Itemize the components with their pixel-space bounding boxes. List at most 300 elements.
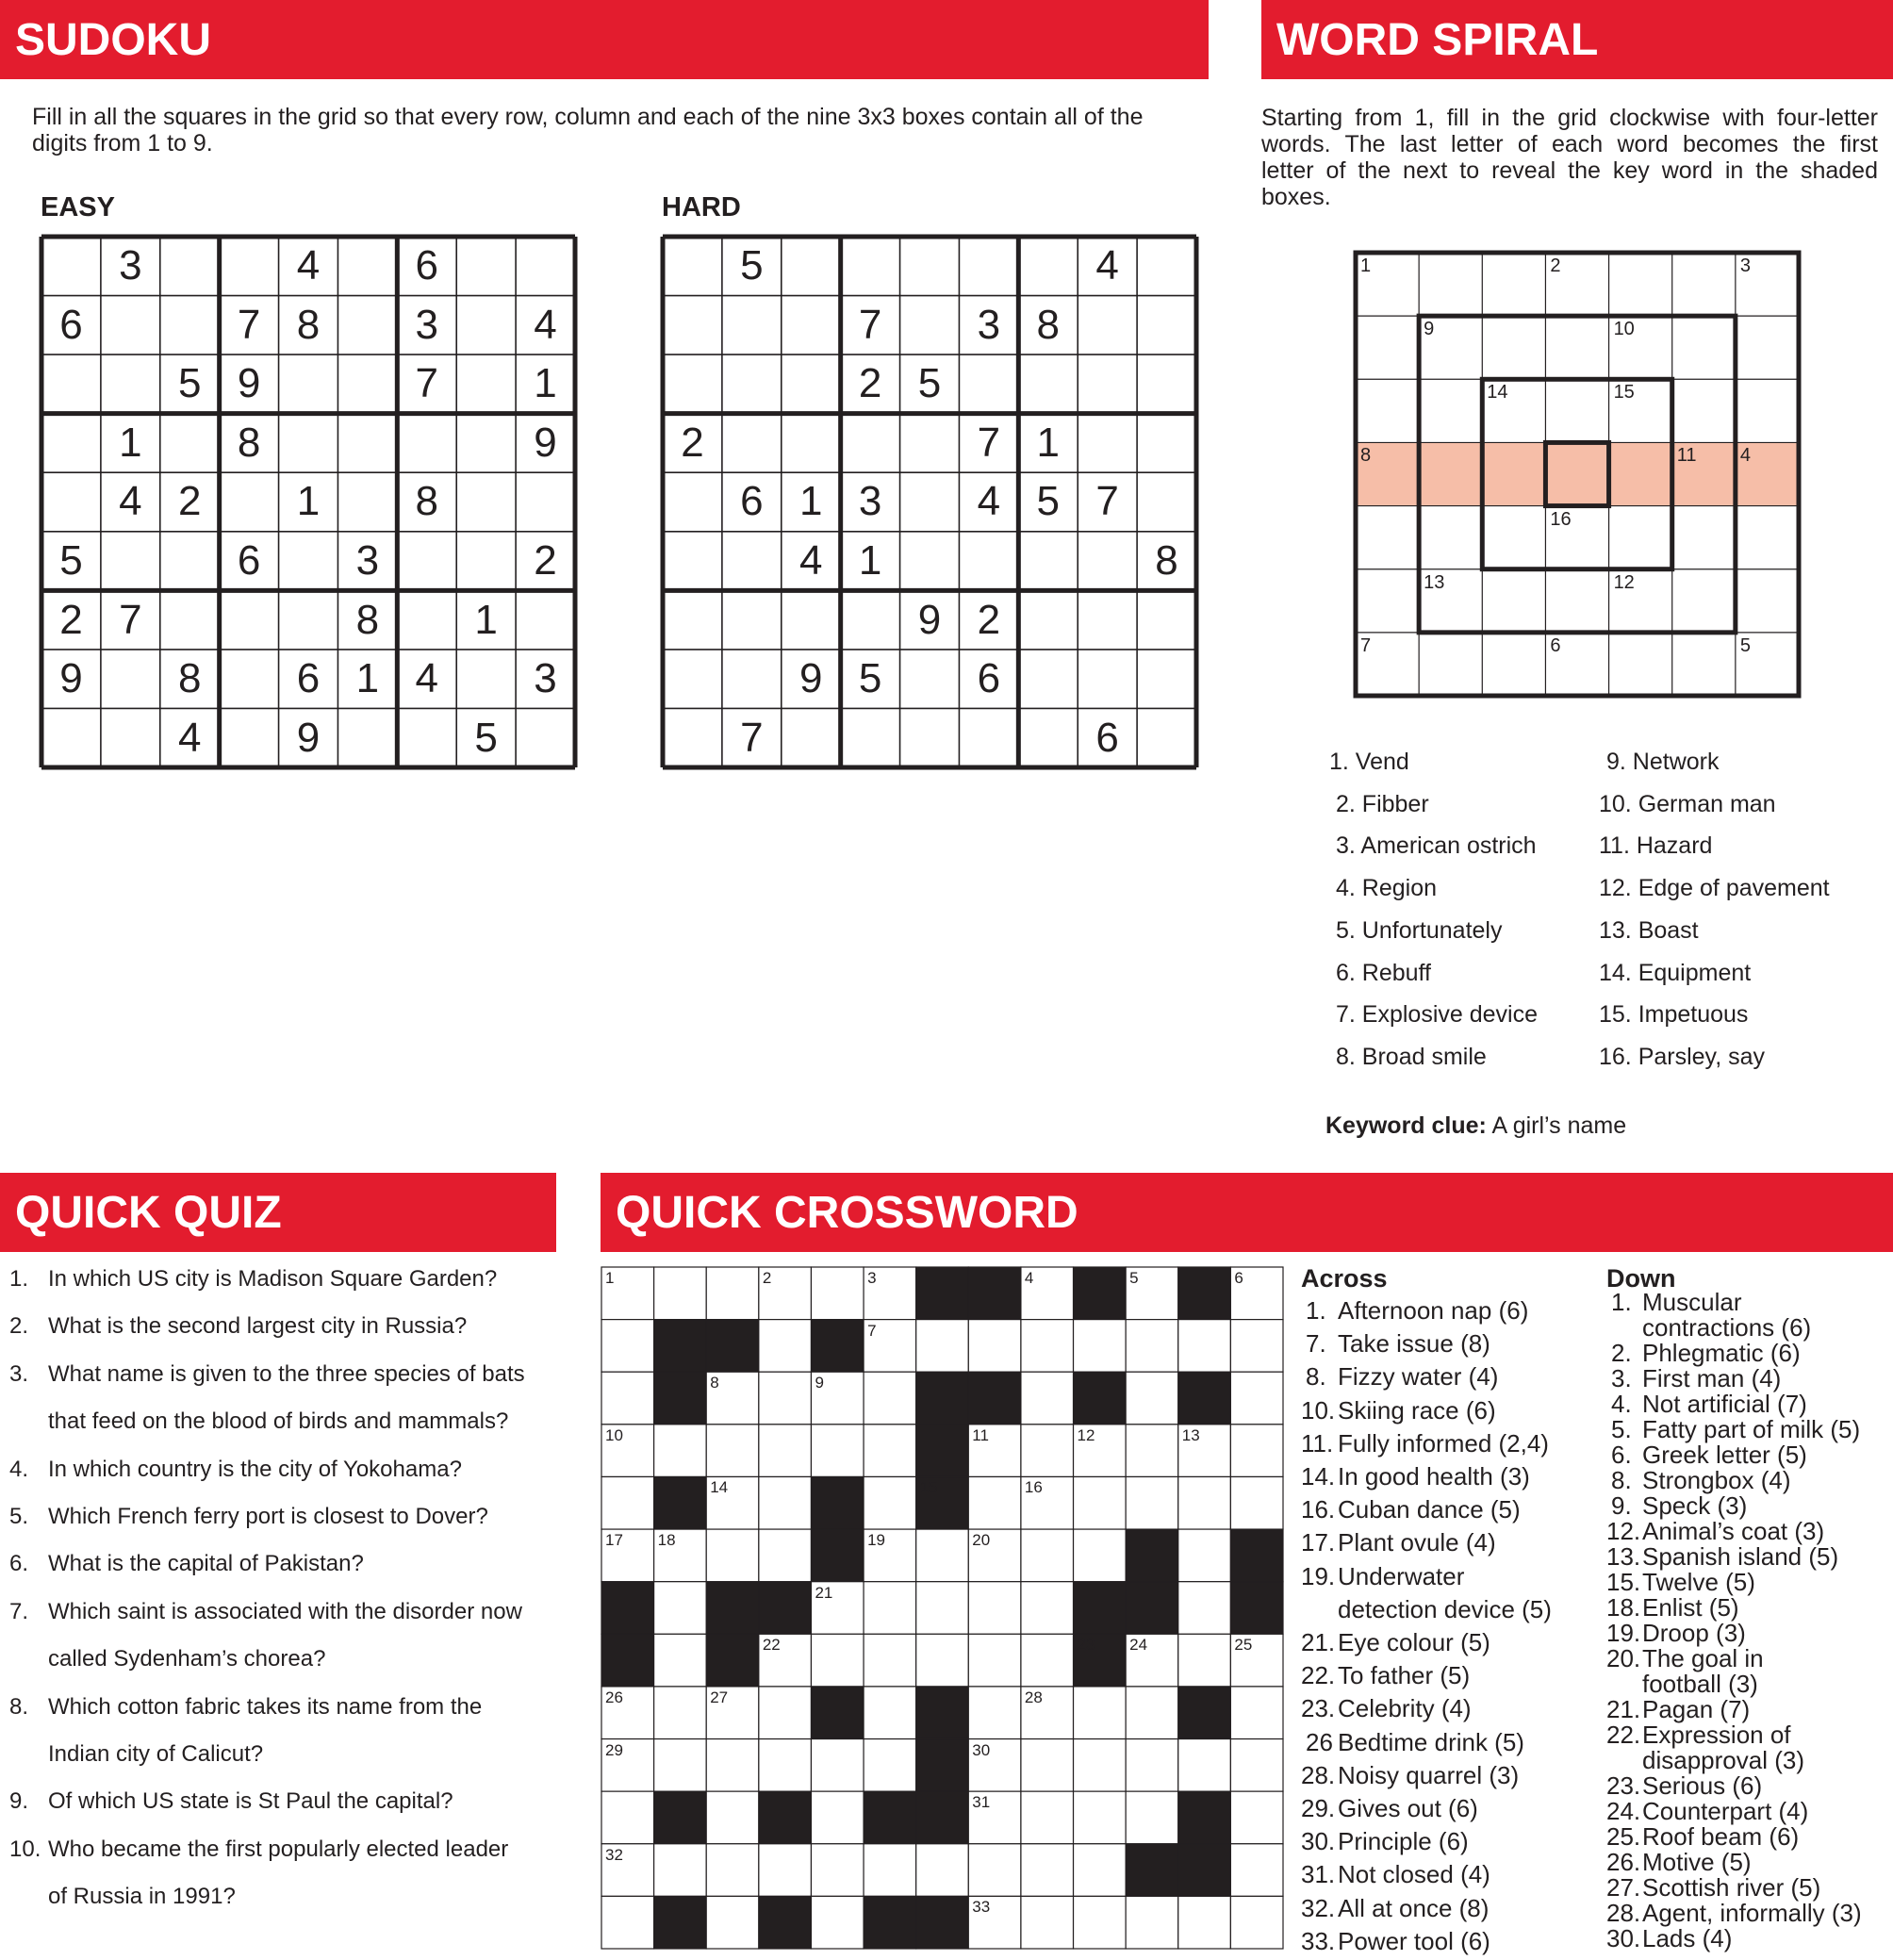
- sudoku-cell[interactable]: [722, 650, 782, 709]
- sudoku-cell[interactable]: 5: [177, 360, 202, 407]
- crossword-white-cell: [706, 1791, 759, 1844]
- crossword-white-cell: [1178, 1739, 1231, 1792]
- sudoku-cell[interactable]: [516, 708, 575, 767]
- clue-number: 9.: [1611, 1491, 1632, 1520]
- sudoku-cell[interactable]: [1018, 237, 1078, 296]
- crossword-white-cell: [706, 1896, 759, 1949]
- sudoku-cell[interactable]: [663, 708, 722, 767]
- crossword-white-cell: [1230, 1896, 1283, 1949]
- sudoku-cell[interactable]: 1: [119, 419, 142, 466]
- crossword-cell-number: 2: [762, 1269, 772, 1287]
- crossword-black-cell: [1230, 1582, 1283, 1635]
- sudoku-cell[interactable]: [722, 354, 782, 414]
- crossword-black-cell: [601, 1582, 654, 1635]
- sudoku-cell[interactable]: [1078, 414, 1137, 473]
- quiz-number: 2.: [9, 1313, 29, 1340]
- clue-number: 23.: [1301, 1694, 1336, 1723]
- sudoku-cell[interactable]: [337, 354, 397, 414]
- quiz-question-text: What is the second largest city in Russia?: [48, 1313, 468, 1340]
- sudoku-cell[interactable]: [900, 532, 960, 591]
- sudoku-cell[interactable]: [782, 237, 841, 296]
- clue-number: 32.: [1301, 1893, 1336, 1922]
- sudoku-cell[interactable]: 9: [798, 655, 823, 702]
- word-spiral-grid: [1356, 253, 1799, 696]
- sudoku-cell[interactable]: [663, 354, 722, 414]
- crossword-black-cell: [1126, 1529, 1178, 1582]
- crossword-white-cell: [1074, 1320, 1127, 1373]
- sudoku-cell[interactable]: 5: [740, 242, 764, 289]
- quiz-number: 5.: [9, 1504, 29, 1529]
- sudoku-cell[interactable]: 6: [1095, 714, 1119, 761]
- sudoku-cell[interactable]: 6: [296, 655, 321, 702]
- sudoku-cell[interactable]: 1: [858, 537, 882, 585]
- spiral-clue: 11. Hazard: [1599, 832, 1713, 860]
- crossword-white-cell: [601, 1896, 654, 1949]
- clue-number: 14.: [1301, 1462, 1336, 1491]
- clue-number: 22.: [1606, 1721, 1641, 1749]
- clue-text: Fatty part of milk (5): [1642, 1415, 1861, 1443]
- crossword-white-cell: [968, 1634, 1021, 1687]
- sudoku-cell[interactable]: [516, 472, 575, 532]
- sudoku-cell[interactable]: [782, 354, 841, 414]
- sudoku-cell[interactable]: 6: [237, 537, 261, 585]
- sudoku-cell[interactable]: [456, 414, 516, 473]
- crossword-white-cell: [1230, 1687, 1283, 1739]
- clue-text: Droop (3): [1642, 1619, 1746, 1647]
- sudoku-cell[interactable]: [101, 296, 160, 355]
- crossword-white-cell: [759, 1372, 812, 1425]
- sudoku-cell[interactable]: [782, 296, 841, 355]
- sudoku-cell[interactable]: [160, 237, 220, 296]
- crossword-white-cell: [1230, 1476, 1283, 1529]
- sudoku-cell[interactable]: 8: [1036, 301, 1060, 348]
- sudoku-cell[interactable]: [1137, 296, 1196, 355]
- sudoku-cell[interactable]: [41, 708, 101, 767]
- spiral-cell-number: 3: [1739, 255, 1751, 276]
- sudoku-cell[interactable]: 6: [59, 301, 83, 348]
- clue-number: 12.: [1606, 1517, 1641, 1545]
- sudoku-cell[interactable]: [101, 650, 160, 709]
- clue-number: 27.: [1606, 1873, 1641, 1902]
- clue-number: 5.: [1611, 1415, 1632, 1443]
- clue-text: Noisy quarrel (3): [1338, 1760, 1520, 1789]
- crossword-white-cell: [601, 1372, 654, 1425]
- sudoku-cell[interactable]: [456, 354, 516, 414]
- sudoku-cell[interactable]: 2: [977, 596, 1001, 643]
- sudoku-cell[interactable]: [101, 532, 160, 591]
- clue-number: 25.: [1606, 1822, 1641, 1851]
- crossword-cell-number: 15: [919, 1478, 938, 1497]
- clue-text: Celebrity (4): [1338, 1694, 1472, 1723]
- spiral-cell-number: 4: [1739, 445, 1751, 467]
- sudoku-cell[interactable]: 3: [355, 537, 380, 585]
- spiral-clue: 9. Network: [1606, 749, 1720, 775]
- quiz-number: 10.: [9, 1836, 41, 1862]
- crossword-cell-number: 9: [815, 1374, 824, 1392]
- crossword-white-cell: [864, 1844, 916, 1897]
- sudoku-cell[interactable]: 1: [355, 655, 380, 702]
- clue-text: Pagan (7): [1642, 1695, 1751, 1723]
- crossword-white-cell: [916, 1582, 969, 1635]
- sudoku-cell[interactable]: 3: [534, 655, 557, 702]
- crossword-black-cell: [654, 1476, 707, 1529]
- crossword-black-cell: [1074, 1267, 1127, 1320]
- sudoku-cell[interactable]: [279, 414, 338, 473]
- crossword-white-cell: [601, 1320, 654, 1373]
- sudoku-cell[interactable]: 4: [977, 478, 1001, 525]
- sudoku-cell[interactable]: [841, 590, 900, 650]
- sudoku-cell[interactable]: 1: [798, 478, 823, 525]
- crossword-white-cell: [601, 1791, 654, 1844]
- sudoku-cell[interactable]: [900, 472, 960, 532]
- sudoku-cell[interactable]: [1018, 650, 1078, 709]
- sudoku-cell[interactable]: [41, 237, 101, 296]
- sudoku-cell[interactable]: [722, 532, 782, 591]
- sudoku-cell[interactable]: 5: [858, 655, 882, 702]
- sudoku-cell[interactable]: [160, 532, 220, 591]
- sudoku-cell[interactable]: [397, 590, 456, 650]
- crossword-grid: [601, 1267, 1283, 1949]
- sudoku-cell[interactable]: [841, 708, 900, 767]
- sudoku-cell[interactable]: 2: [858, 360, 882, 407]
- spiral-clue: 6. Rebuff: [1336, 959, 1432, 986]
- spiral-intro-line: boxes.: [1261, 184, 1331, 210]
- crossword-cell-number: 29: [605, 1740, 623, 1759]
- crossword-white-cell: [1126, 1425, 1178, 1477]
- spiral-cell-number: 5: [1739, 634, 1751, 656]
- sudoku-cell[interactable]: [1078, 590, 1137, 650]
- clue-number: 28.: [1606, 1899, 1641, 1927]
- sudoku-cell[interactable]: 2: [534, 537, 557, 585]
- sudoku-cell[interactable]: 7: [858, 301, 882, 348]
- sudoku-cell[interactable]: [663, 237, 722, 296]
- clue-text: Greek letter (5): [1642, 1441, 1807, 1469]
- sudoku-cell[interactable]: [1137, 650, 1196, 709]
- crossword-white-cell: [864, 1476, 916, 1529]
- clue-number: 1.: [1611, 1288, 1632, 1316]
- sudoku-cell[interactable]: [1018, 590, 1078, 650]
- quiz-question-text: In which country is the city of Yokohama?: [48, 1456, 462, 1482]
- sudoku-cell[interactable]: 9: [296, 714, 321, 761]
- crossword-black-cell: [1178, 1791, 1231, 1844]
- clue-number: 2.: [1611, 1339, 1632, 1367]
- sudoku-cell[interactable]: [220, 590, 279, 650]
- sudoku-cell[interactable]: [101, 354, 160, 414]
- crossword-white-cell: [1126, 1320, 1178, 1373]
- sudoku-cell[interactable]: 1: [534, 360, 557, 407]
- crossword-white-cell: [654, 1687, 707, 1739]
- sudoku-cell[interactable]: [101, 708, 160, 767]
- sudoku-cell[interactable]: [456, 237, 516, 296]
- sudoku-cell[interactable]: [1078, 532, 1137, 591]
- sudoku-cell[interactable]: [1137, 354, 1196, 414]
- crossword-white-cell: [706, 1425, 759, 1477]
- sudoku-cell[interactable]: 7: [237, 301, 261, 348]
- sudoku-cell[interactable]: 3: [119, 242, 142, 289]
- sudoku-cell[interactable]: 5: [917, 360, 942, 407]
- sudoku-cell[interactable]: 3: [858, 478, 882, 525]
- clue-number: 6.: [1611, 1441, 1632, 1469]
- sudoku-cell[interactable]: [959, 532, 1018, 591]
- spiral-cell-number: 7: [1360, 634, 1372, 656]
- clue-text: Animal’s coat (3): [1642, 1517, 1825, 1545]
- sudoku-cell[interactable]: 8: [355, 596, 380, 643]
- quiz-question-text: that feed on the blood of birds and mammals?: [48, 1408, 509, 1435]
- sudoku-cell[interactable]: 6: [740, 478, 764, 525]
- spiral-clue: 5. Unfortunately: [1336, 916, 1503, 944]
- sudoku-cell[interactable]: 8: [1155, 537, 1178, 585]
- crossword-black-cell: [916, 1425, 969, 1477]
- crossword-white-cell: [1230, 1425, 1283, 1477]
- sudoku-cell[interactable]: [900, 296, 960, 355]
- sudoku-cell[interactable]: [397, 414, 456, 473]
- clue-text: Enlist (5): [1642, 1593, 1739, 1622]
- clue-number: 33.: [1301, 1926, 1336, 1955]
- crossword-white-cell: [916, 1844, 969, 1897]
- sudoku-cell[interactable]: [337, 472, 397, 532]
- sudoku-cell[interactable]: [663, 472, 722, 532]
- sudoku-cell[interactable]: 4: [415, 655, 438, 702]
- sudoku-cell[interactable]: 1: [296, 478, 321, 525]
- spiral-clue: 8. Broad smile: [1336, 1043, 1487, 1070]
- crossword-black-cell: [706, 1634, 759, 1687]
- crossword-cell-number: 5: [1129, 1269, 1139, 1287]
- sudoku-cell[interactable]: [959, 708, 1018, 767]
- sudoku-cell[interactable]: [1018, 354, 1078, 414]
- sudoku-cell[interactable]: [456, 532, 516, 591]
- sudoku-cell[interactable]: [841, 237, 900, 296]
- crossword-white-cell: [1178, 1634, 1231, 1687]
- crossword-white-cell: [1230, 1844, 1283, 1897]
- sudoku-cell[interactable]: 5: [59, 537, 83, 585]
- sudoku-cell[interactable]: 8: [177, 655, 202, 702]
- clue-number: 19.: [1301, 1561, 1336, 1590]
- sudoku-cell[interactable]: [1018, 708, 1078, 767]
- sudoku-cell[interactable]: 8: [237, 419, 261, 466]
- sudoku-cell[interactable]: [456, 296, 516, 355]
- clue-text: Lads (4): [1642, 1924, 1733, 1952]
- sudoku-cell[interactable]: [337, 296, 397, 355]
- sudoku-cell[interactable]: [841, 414, 900, 473]
- crossword-white-cell: [759, 1476, 812, 1529]
- clue-text: In good health (3): [1338, 1462, 1530, 1491]
- sudoku-cell[interactable]: 1: [1036, 419, 1060, 466]
- sudoku-cell[interactable]: [456, 472, 516, 532]
- crossword-cell-number: 27: [710, 1688, 729, 1706]
- sudoku-cell[interactable]: 3: [415, 301, 438, 348]
- sudoku-cell[interactable]: 4: [534, 301, 557, 348]
- sudoku-cell[interactable]: [1137, 237, 1196, 296]
- clue-number: 7.: [1306, 1329, 1326, 1359]
- sudoku-cell[interactable]: [1137, 590, 1196, 650]
- sudoku-cell[interactable]: [1137, 708, 1196, 767]
- sudoku-cell[interactable]: [663, 590, 722, 650]
- sudoku-cell[interactable]: 8: [296, 301, 321, 348]
- sudoku-cell[interactable]: [160, 296, 220, 355]
- clue-text: Fully informed (2,4): [1338, 1428, 1549, 1458]
- sudoku-cell[interactable]: [722, 296, 782, 355]
- crossword-white-cell: [811, 1844, 864, 1897]
- sudoku-cell[interactable]: [900, 414, 960, 473]
- sudoku-cell[interactable]: 5: [474, 714, 498, 761]
- sudoku-cell[interactable]: [663, 650, 722, 709]
- crossword-white-cell: [1178, 1476, 1231, 1529]
- sudoku-cell[interactable]: [782, 414, 841, 473]
- sudoku-cell[interactable]: [722, 590, 782, 650]
- crossword-black-cell: [601, 1634, 654, 1687]
- spiral-cell-number: 6: [1550, 634, 1561, 656]
- sudoku-cell[interactable]: [1078, 650, 1137, 709]
- crossword-white-cell: [1126, 1896, 1178, 1949]
- keyword-clue-text: A girl’s name: [1491, 1112, 1627, 1139]
- sudoku-cell[interactable]: 7: [415, 360, 438, 407]
- sudoku-cell[interactable]: [220, 237, 279, 296]
- clue-number: 22.: [1301, 1661, 1336, 1690]
- sudoku-cell[interactable]: 2: [177, 478, 202, 525]
- sudoku-cell[interactable]: 4: [177, 714, 202, 761]
- sudoku-cell[interactable]: [220, 708, 279, 767]
- word-spiral-banner: [1261, 0, 1893, 79]
- crossword-white-cell: [811, 1739, 864, 1792]
- crossword-cell-number: 24: [1129, 1636, 1148, 1655]
- clue-text: The goal in: [1642, 1644, 1764, 1672]
- crossword-white-cell: [1021, 1791, 1074, 1844]
- sudoku-cell[interactable]: [41, 414, 101, 473]
- crossword-black-cell: [916, 1267, 969, 1320]
- spiral-cell-number: 2: [1550, 255, 1561, 276]
- sudoku-cell[interactable]: [160, 414, 220, 473]
- sudoku-cell[interactable]: [959, 237, 1018, 296]
- clue-text: Strongbox (4): [1642, 1466, 1791, 1494]
- sudoku-cell[interactable]: 8: [415, 478, 438, 525]
- sudoku-instructions: [32, 104, 1220, 156]
- sudoku-cell[interactable]: 4: [119, 478, 142, 525]
- sudoku-cell[interactable]: 4: [296, 242, 321, 289]
- sudoku-cell[interactable]: [1078, 296, 1137, 355]
- crossword-black-cell: [759, 1582, 812, 1635]
- quick-quiz-title: QUICK QUIZ: [15, 1187, 282, 1238]
- sudoku-cell[interactable]: [1018, 532, 1078, 591]
- crossword-white-cell: [968, 1687, 1021, 1739]
- crossword-white-cell: [1178, 1896, 1231, 1949]
- crossword-cell-number: 32: [605, 1845, 623, 1864]
- crossword-white-cell: [759, 1425, 812, 1477]
- crossword-white-cell: [916, 1634, 969, 1687]
- sudoku-cell[interactable]: 9: [534, 419, 557, 466]
- sudoku-cell[interactable]: 9: [237, 360, 261, 407]
- spiral-cell-number: 1: [1360, 255, 1372, 276]
- crossword-black-cell: [864, 1896, 916, 1949]
- quiz-question-text: Which cotton fabric takes its name from the: [48, 1693, 483, 1720]
- sudoku-cell[interactable]: [160, 590, 220, 650]
- sudoku-cell[interactable]: 7: [1095, 478, 1119, 525]
- sudoku-cell[interactable]: [397, 532, 456, 591]
- clue-number: 8.: [1611, 1466, 1632, 1494]
- crossword-white-cell: [811, 1896, 864, 1949]
- quiz-question-text: of Russia in 1991?: [48, 1884, 236, 1910]
- sudoku-cell[interactable]: [279, 354, 338, 414]
- sudoku-cell[interactable]: 7: [119, 596, 142, 643]
- sudoku-cell[interactable]: [663, 532, 722, 591]
- sudoku-cell[interactable]: 3: [977, 301, 1001, 348]
- clue-number: 31.: [1301, 1860, 1336, 1889]
- crossword-black-cell: [1178, 1844, 1231, 1897]
- sudoku-cell[interactable]: [337, 708, 397, 767]
- crossword-white-cell: [1230, 1739, 1283, 1792]
- spiral-cell-number: 12: [1613, 571, 1635, 593]
- clue-text: disapproval (3): [1642, 1746, 1804, 1774]
- crossword-cell-number: 11: [972, 1425, 989, 1444]
- sudoku-cell[interactable]: [337, 237, 397, 296]
- sudoku-cell[interactable]: [41, 472, 101, 532]
- sudoku-cell[interactable]: 9: [917, 596, 942, 643]
- sudoku-cell[interactable]: [900, 708, 960, 767]
- sudoku-cell[interactable]: 6: [977, 655, 1001, 702]
- sudoku-cell[interactable]: [337, 414, 397, 473]
- crossword-white-cell: [916, 1529, 969, 1582]
- spiral-intro-line: words. The last letter of each word becomes the first: [1261, 131, 1878, 157]
- quiz-number: 4.: [9, 1456, 29, 1482]
- sudoku-cell[interactable]: 1: [474, 596, 498, 643]
- clue-text: Principle (6): [1338, 1827, 1469, 1856]
- quiz-number: 9.: [9, 1788, 29, 1815]
- sudoku-cell[interactable]: 4: [1095, 242, 1119, 289]
- sudoku-cell[interactable]: [516, 237, 575, 296]
- sudoku-cell[interactable]: 7: [740, 714, 764, 761]
- crossword-white-cell: [1021, 1634, 1074, 1687]
- across-heading: Across: [1301, 1264, 1388, 1293]
- sudoku-cell[interactable]: [279, 532, 338, 591]
- clue-text: Afternoon nap (6): [1338, 1296, 1529, 1325]
- sudoku-cell[interactable]: [1137, 414, 1196, 473]
- crossword-cell-number: 31: [972, 1793, 991, 1812]
- sudoku-cell[interactable]: 2: [681, 419, 704, 466]
- sudoku-cell[interactable]: [220, 472, 279, 532]
- sudoku-cell[interactable]: 7: [977, 419, 1001, 466]
- sudoku-cell[interactable]: [397, 708, 456, 767]
- clue-number: 19.: [1606, 1619, 1641, 1647]
- crossword-white-cell: [1021, 1425, 1074, 1477]
- sudoku-cell[interactable]: [516, 590, 575, 650]
- crossword-white-cell: [1230, 1791, 1283, 1844]
- sudoku-cell[interactable]: 5: [1036, 478, 1060, 525]
- quiz-number: 3.: [9, 1360, 29, 1387]
- sudoku-cell[interactable]: 2: [59, 596, 83, 643]
- sudoku-cell[interactable]: [41, 354, 101, 414]
- sudoku-cell[interactable]: [456, 650, 516, 709]
- sudoku-cell[interactable]: [900, 237, 960, 296]
- sudoku-cell[interactable]: 9: [59, 655, 83, 702]
- sudoku-cell[interactable]: [279, 590, 338, 650]
- sudoku-cell[interactable]: 6: [415, 242, 438, 289]
- sudoku-cell[interactable]: [959, 354, 1018, 414]
- clue-number: 30.: [1301, 1827, 1336, 1856]
- sudoku-cell[interactable]: [1078, 354, 1137, 414]
- sudoku-cell[interactable]: [782, 590, 841, 650]
- sudoku-cell[interactable]: [663, 296, 722, 355]
- crossword-black-cell: [759, 1791, 812, 1844]
- sudoku-cell[interactable]: [1137, 472, 1196, 532]
- sudoku-cell[interactable]: [782, 708, 841, 767]
- sudoku-cell[interactable]: [722, 414, 782, 473]
- quiz-number: 6.: [9, 1551, 29, 1577]
- sudoku-cell[interactable]: [220, 650, 279, 709]
- crossword-white-cell: [759, 1739, 812, 1792]
- spiral-cell-number: 9: [1424, 319, 1435, 340]
- crossword-white-cell: [759, 1529, 812, 1582]
- sudoku-cell[interactable]: [900, 650, 960, 709]
- sudoku-cell[interactable]: 4: [798, 537, 823, 585]
